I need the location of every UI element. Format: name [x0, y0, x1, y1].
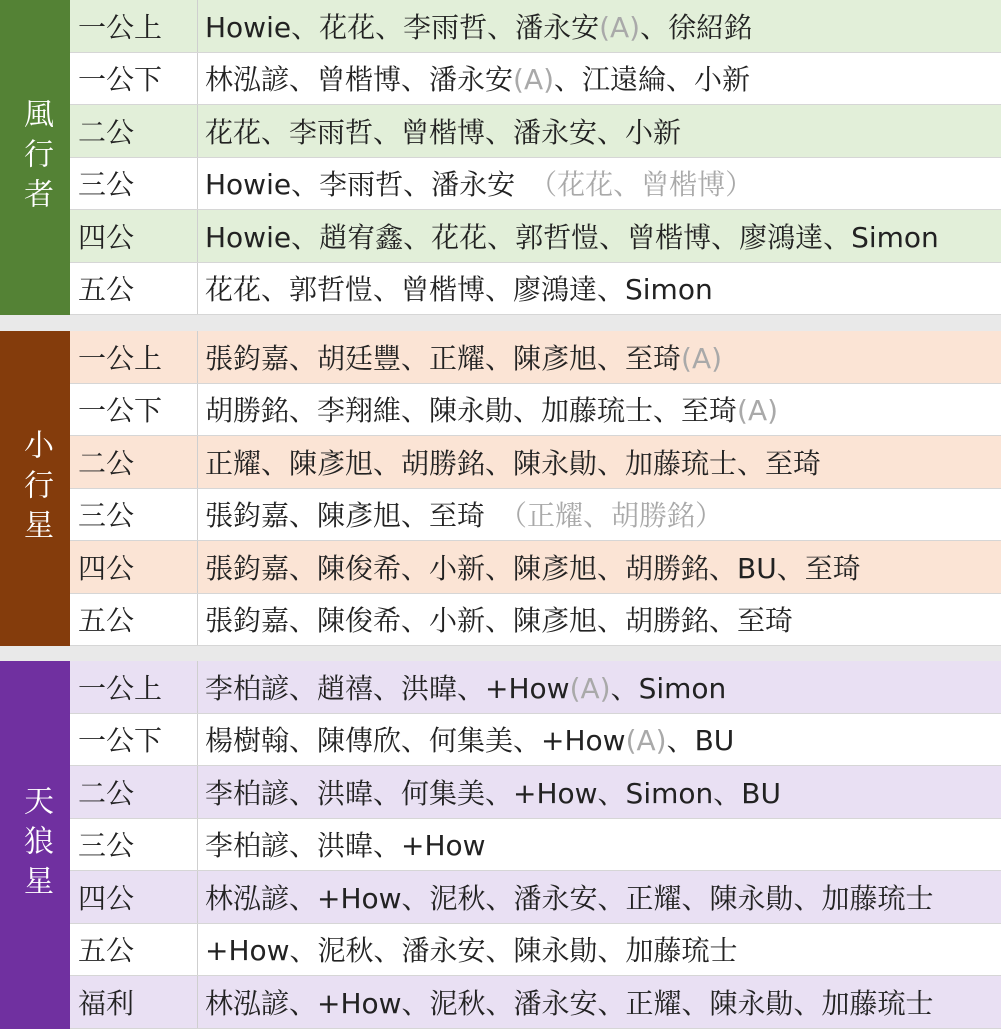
- members-cell: [198, 982, 1001, 1022]
- table-row: [70, 594, 1001, 647]
- members-cell: [198, 58, 1001, 98]
- members-cell: [198, 667, 1001, 707]
- table-row: [70, 871, 1001, 924]
- members-cell: [198, 719, 1001, 759]
- members-text: 正耀、陳彥旭、胡勝銘、陳永勛、加藤琉士、至琦: [205, 446, 822, 480]
- team-group: [0, 661, 1001, 1029]
- members-cell: [198, 547, 1001, 587]
- members-cell: [198, 6, 1001, 46]
- team-name: 天狼星: [0, 661, 70, 1029]
- members-cell: [198, 599, 1001, 639]
- members-text: 花花、李雨哲、曾楷博、潘永安、小新: [205, 115, 682, 149]
- group-separator: [0, 646, 1001, 661]
- stage-label: 三公: [70, 158, 198, 210]
- members-cell: [198, 216, 1001, 256]
- stage-label: 一公下: [70, 53, 198, 105]
- members-text: 張鈞嘉、陳俊希、小新、陳彥旭、胡勝銘、至琦: [205, 604, 794, 638]
- members-text: 李柏諺、趙禧、洪暐、+How: [205, 671, 570, 705]
- table-row: [70, 53, 1001, 106]
- muted-note: (A): [569, 671, 611, 705]
- muted-note: (A): [737, 394, 779, 428]
- table-row: [70, 158, 1001, 211]
- table-row: [70, 384, 1001, 437]
- stage-label: 一公上: [70, 0, 198, 52]
- stage-label: 五公: [70, 924, 198, 976]
- table-row: [70, 714, 1001, 767]
- stage-label: 一公下: [70, 714, 198, 766]
- members-text: 楊樹翰、陳傳欣、何集美、+How: [205, 724, 626, 758]
- stage-label: 四公: [70, 541, 198, 593]
- members-text: 林泓諺、+How、泥秋、潘永安、正耀、陳永勛、加藤琉士: [205, 986, 934, 1020]
- table-row: [70, 489, 1001, 542]
- stage-label: 三公: [70, 819, 198, 871]
- members-text: 張鈞嘉、陳彥旭、至琦: [205, 499, 514, 533]
- table-row: [70, 661, 1001, 714]
- team-group: [0, 0, 1001, 315]
- muted-note: （正耀、胡勝銘）: [513, 499, 724, 533]
- members-cell: [198, 268, 1001, 308]
- stage-label: 五公: [70, 263, 198, 315]
- members-text: +How、泥秋、潘永安、陳永勛、加藤琉士: [205, 934, 738, 968]
- table-row: [70, 924, 1001, 977]
- members-text: 花花、郭哲愷、曾楷博、廖鴻達、Simon: [205, 273, 713, 307]
- members-text: 李柏諺、洪暐、何集美、+How、Simon、BU: [205, 776, 781, 810]
- team-name: 風行者: [0, 0, 70, 315]
- table-row: [70, 436, 1001, 489]
- members-text: 林泓諺、+How、泥秋、潘永安、正耀、陳永勛、加藤琉士: [205, 881, 934, 915]
- table-row: [70, 819, 1001, 872]
- table-row: [70, 210, 1001, 263]
- muted-note: (A): [625, 724, 667, 758]
- stage-label: 二公: [70, 766, 198, 818]
- table-row: [70, 976, 1001, 1029]
- members-tail: 、徐紹銘: [640, 10, 753, 44]
- members-text: 李柏諺、洪暐、+How: [205, 829, 486, 863]
- table-row: [70, 766, 1001, 819]
- team-group: [0, 331, 1001, 646]
- members-tail: 、Simon: [610, 671, 727, 705]
- table-row: [70, 541, 1001, 594]
- stage-label: 一公上: [70, 661, 198, 713]
- members-text: 張鈞嘉、胡廷豐、正耀、陳彥旭、至琦: [205, 341, 682, 375]
- members-cell: [198, 929, 1001, 969]
- members-text: 張鈞嘉、陳俊希、小新、陳彥旭、胡勝銘、BU、至琦: [205, 551, 861, 585]
- members-text: Howie、趙宥鑫、花花、郭哲愷、曾楷博、廖鴻達、Simon: [205, 220, 939, 254]
- members-cell: [198, 494, 1001, 534]
- stage-label: 五公: [70, 594, 198, 646]
- members-tail: 、江遠綸、小新: [554, 63, 751, 97]
- stage-label: 四公: [70, 871, 198, 923]
- table-row: [70, 263, 1001, 316]
- table-row: [70, 0, 1001, 53]
- members-tail: 、BU: [666, 724, 735, 758]
- members-text: 胡勝銘、李翔維、陳永勛、加藤琉士、至琦: [205, 394, 738, 428]
- stage-label: 一公上: [70, 331, 198, 383]
- stage-label: 二公: [70, 436, 198, 488]
- stage-label: 三公: [70, 489, 198, 541]
- members-cell: [198, 877, 1001, 917]
- muted-note: (A): [681, 341, 723, 375]
- members-cell: [198, 111, 1001, 151]
- stage-label: 二公: [70, 105, 198, 157]
- members-cell: [198, 389, 1001, 429]
- muted-note: (A): [513, 63, 555, 97]
- group-separator: [0, 315, 1001, 331]
- stage-label: 一公下: [70, 384, 198, 436]
- members-cell: [198, 163, 1001, 203]
- members-cell: [198, 337, 1001, 377]
- table-row: [70, 331, 1001, 384]
- stage-label: 四公: [70, 210, 198, 262]
- members-text: 林泓諺、曾楷博、潘永安: [205, 63, 514, 97]
- members-cell: [198, 824, 1001, 864]
- members-cell: [198, 442, 1001, 482]
- team-name: 小行星: [0, 331, 70, 646]
- muted-note: (A): [599, 10, 641, 44]
- members-text: Howie、李雨哲、潘永安: [205, 168, 544, 202]
- table-row: [70, 105, 1001, 158]
- stage-label: 福利: [70, 976, 198, 1028]
- members-text: Howie、花花、李雨哲、潘永安: [205, 10, 600, 44]
- muted-note: （花花、曾楷博）: [543, 168, 754, 202]
- members-cell: [198, 772, 1001, 812]
